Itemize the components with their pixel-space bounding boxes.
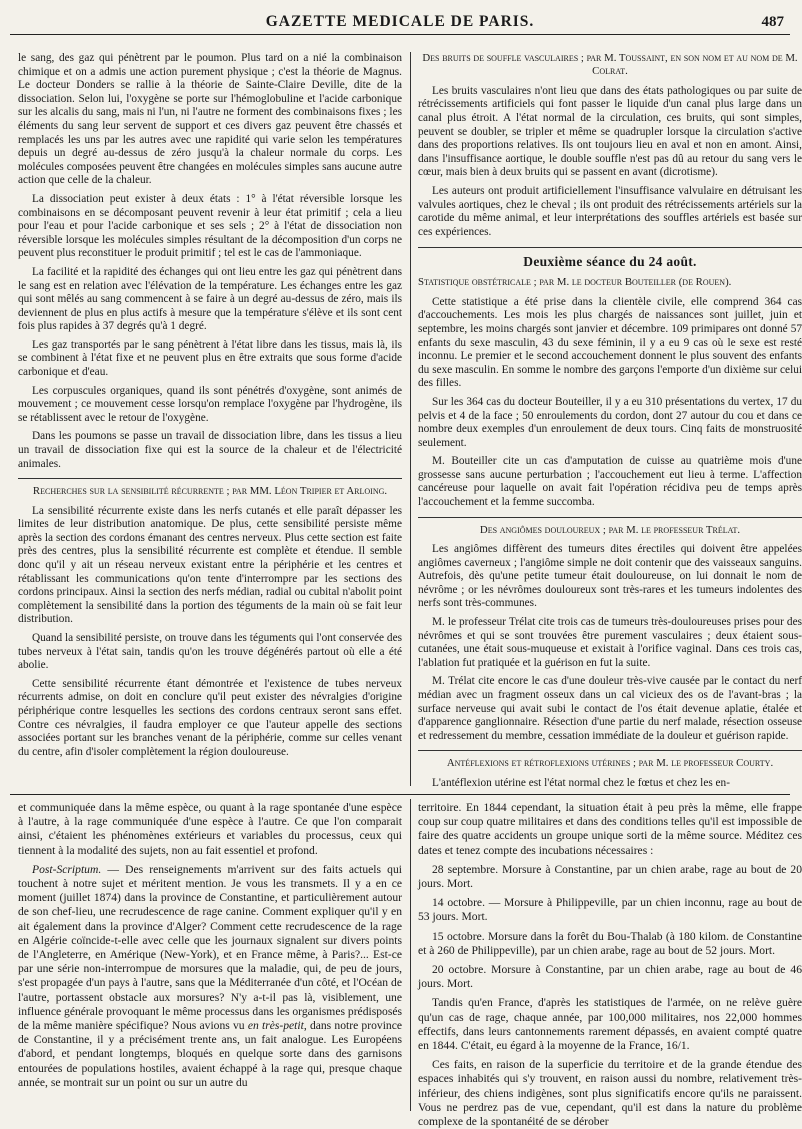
paragraph: territoire. En 1844 cependant, la situation était à peu près la même, elle frappe coup sur coup quatre militaires et dans des conditions telles qu'il est impossible de faire des quatre accidents un groupe unique sorti de la même source. Méditez ces dates et tenez compte des incubations nécessaires : [418, 801, 802, 857]
paragraph: L'antéflexion utérine est l'état normal chez le fœtus et chez les en- [432, 776, 730, 789]
lower-right-column [418, 801, 802, 1129]
journal-title: GAZETTE MEDICALE DE PARIS. [265, 13, 535, 30]
paragraph: Dans les poumons se passe un travail de dissociation libre, dans les tissus a lieu un travail de dissociation fixe qui est la source de la chaleur et de l'électricité animales. [18, 430, 402, 470]
upper-section [10, 44, 802, 789]
upper-left-column [18, 52, 402, 786]
paragraph: Tandis qu'en France, d'après les statistiques de l'armée, on ne relève guère qu'un cas de rage, chaque année, par 100,000 militaires, nos 22,000 hommes effectifs, dans leurs cantonnements rarement dépassés, en avaient compté quatre en 1844. C'était, eu égard à la moyenne de la France, 16/1. [418, 996, 802, 1053]
paragraph: Cette statistique a été prise dans la clientèle civile, elle comprend 364 cas d'accouchements. Les mois les plus chargés de naissances sont juillet, juin et septembre, les moins chargés sont janvier et décembre. 109 primipares ont donné 57 enfants du sexe masculin, 43 du sexe féminin, il y a eu 9 cas où le sexe est resté inconnu. Le premier et le second accouchement donnent le plus souvent des enfants du sexe masculin. En somme le nombre des garçons l'emporte d'un dixième sur celui des filles. [418, 295, 802, 390]
column-divider [410, 799, 411, 1111]
section-heading-statistique: Statistique obstétricale ; par M. le docteur Bouteiller (de Rouen). [418, 276, 732, 289]
paragraph: La sensibilité récurrente existe dans les nerfs cutanés et elle paraît dépasser les limites de leur distribution anatomique. De plus, cette sensibilité persiste même après la section des cordons émanant des centres nerveux. Plus cette section est faite près des centres, plus la sensibilité récurrente est complète et étendue. Il semble donc qu'il y ait un réseau nerveux existant entre la périphérie et les centres et rétablissant les communications qu'on tente d'interrompre par les sections des cordons principaux. Ainsi la section des nerfs médian, radial ou cubital n'abolit point complètement la sensibilité dans la portion des téguments de la main où se fait leur distribution. [18, 504, 402, 626]
section-heading-souffle: Des bruits de souffle vasculaires ; par M. Toussaint, en son nom et au nom de M. Colrat. [422, 52, 798, 78]
postscriptum-emphasis: en très-petit [247, 1019, 304, 1033]
case-entry: 20 octobre. Morsure à Constantine, par un chien arabe, rage au bout de 46 jours. Mort. [418, 963, 802, 991]
page-header [10, 10, 790, 35]
section-heading-anteflexions: Antéflexions et rétroflexions utérines ; par M. le professeur Courty. [418, 750, 802, 770]
paragraph: Ces faits, en raison de la superficie du territoire et de la grande étendue des espaces inhabités qui s'y trouvent, en raison aussi du nombre, relativement très-inférieur, des chiens indigènes, sont plus significatifs encore qu'ils ne paraissent. Vous ne perdrez pas de vue, cependant, qu'il est dans la nature du problème complexe de la spontanéité de se dérober [418, 1058, 802, 1129]
postscriptum-paragraph [18, 863, 402, 1090]
postscriptum-text-continued: , dans notre province de Constantine, il y a précisément trente ans, un fait analogue. Les Européens d'abord, et pendant longtemps, bloqués en quelque sorte dans des garnisons entourées de populations hostiles, avaient échappé à la rage qui, presque chaque année, se montrait sur un point ou sur un autre du [18, 1019, 402, 1089]
paragraph: Les gaz transportés par le sang pénètrent à l'état libre dans les tissus, mais là, ils se combinent à l'état fixe et ne peuvent plus en être extraits que sous forme d'acide carbonique et d'eau. [18, 338, 402, 379]
paragraph: M. Trélat cite encore le cas d'une douleur très-vive causée par le contact du nerf médian avec un fragment osseux dans un cal vicieux des os de l'avant-bras ; la surface nerveuse qui avait subi le contact de l'os était devenue aplatie, étalée et d'apparence ganglionnaire. Résection d'une partie du nerf malade, résection osseuse et redressement du membre, cessation immédiate de la douleur et guérison rapide. [418, 675, 802, 742]
case-entry: 14 octobre. — Morsure à Philippeville, par un chien inconnu, rage au bout de 53 jours. Mort. [418, 896, 802, 924]
paragraph: La facilité et la rapidité des échanges qui ont lieu entre les gaz qui pénètrent dans le sang est en relation avec l'élévation de la température. Les échanges entre les gaz qui sont mêlés au sang commencent à se faire à un degré au-dessus de zéro, mais ils deviennent de plus en plus actifs à mesure que la température s'élève et ils sont cent fois plus rapides à 37 degrés qu'à 1 degré. [18, 265, 402, 333]
section-heading-angiomes: Des angiômes douloureux ; par M. le professeur Trélat. [418, 517, 802, 537]
case-entry: 28 septembre. Morsure à Constantine, par un chien arabe, rage au bout de 20 jours. Mort. [418, 862, 802, 891]
paragraph: Les auteurs ont produit artificiellement l'insuffisance valvulaire en détruisant les valvules aortiques, chez le cheval ; ils ont produit des rétrécissements artériels sur la carotide du même animal, et leur interprétations des souffles artériels est basée sur ces expériences. [418, 184, 802, 238]
postscriptum-label: Post-Scriptum. [32, 862, 102, 876]
paragraph: Cette sensibilité récurrente étant démontrée et l'existence de tubes nerveux récurrents admise, on doit en conclure qu'il peut exister des névralgies d'origine périphérique contre lesquelles les sections des cordons centraux seront sans effet. Contre ces névralgies, il faudra employer ce que l'auteur appelle des sections associées portant sur les branches venant de la périphérie, comme sur celles venant du centre, afin d'isoler complètement la région douloureuse. [18, 677, 402, 758]
paragraph: M. Bouteiller cite un cas d'amputation de cuisse au quatrième mois d'une grossesse sans aucune perturbation ; l'accouchement eut lieu à terme. L'affection cancéreuse pour laquelle on avait fait l'opération récidiva peu de temps après l'accouchement et la femme succomba. [418, 455, 802, 509]
lower-left-column [18, 801, 402, 1107]
paragraph: Les angiômes diffèrent des tumeurs dites érectiles qui doivent être appelées angiômes caverneux ; l'angiôme simple ne doit contenir que des vaisseaux sanguins. Autrefois, dès qu'une petite tumeur était douloureuse, on lui donnait le nom de névrôme ; or les névrômes douloureux sont très-rares et les tumeurs indolentes des nerfs sont très-communes. [418, 543, 802, 610]
column-divider [410, 52, 411, 786]
section-heading-sensibilite: Recherches sur la sensibilité récurrente ; par MM. Léon Tripier et Arloing. [18, 478, 402, 498]
paragraph: Quand la sensibilité persiste, on trouve dans les téguments qui l'ont conservée des tubes nerveux à l'état sain, tandis qu'on les trouve dégénérés partout où elle a été abolie. [18, 631, 402, 672]
paragraph: Les bruits vasculaires n'ont lieu que dans des états pathologiques ou par suite de rétrécissements artificiels qui font passer le liquide d'un canal plus large dans un canal plus étroit. A l'état normal de la circulation, ces bruits, qui sont simples, peuvent se doubler, se tripler et même se quadrupler lorsque la circulation s'active dans des proportions relatives. Ils ont toujours lieu en aval et non en amont. Ainsi, dans l'insuffisance aortique, le double souffle n'est pas dû au retour du sang vers le cœur, mais bien à deux bruits qui se passent en avant (dicrotisme). [418, 84, 802, 179]
lower-section [10, 794, 802, 1129]
seance-heading: Deuxième séance du 24 août. [418, 247, 802, 270]
page-number: 487 [761, 14, 784, 30]
paragraph: le sang, des gaz qui pénètrent par le poumon. Plus tard on a nié la combinaison chimique et on a admis une action purement physique ; c'est la théorie de Magnus. Le docteur Donders se rallie à la théorie de Sainte-Claire Deville, dite de la dissociation. Selon lui, l'oxygène se porte sur l'hémoglobuline et l'acide carbonique sur les alcalis du sang, mais ni l'un, ni l'autre ne forment des combinaisons fixes ; les éléments du sang leur servent de support et ces divers gaz peuvent être chassés et remplacés les uns par les autres avec une rapidité qui varie selon les températures depuis un degré au-dessus de zéro jusqu'à la chaleur normale du corps. Les molécules composées peuvent être changées en molécules simples sans aucune autre action que celle de la chaleur. [18, 52, 402, 187]
case-entry: 15 octobre. Morsure dans la forêt du Bou-Thalab (à 180 kilom. de Constantine et à 260 de Philippeville), par un chien arabe, rage au bout de 52 jours. Mort. [418, 929, 802, 957]
paragraph: et communiquée dans la même espèce, ou quant à la rage spontanée d'une espèce à l'autre, à la rage communiquée d'une espèce à l'autre. Ce que l'on comparait ainsi, c'étaient les phénomènes extérieurs et variables du processus, ceux qui tiennent à la modalité des sujets, non au fait essentiel et profond. [18, 801, 402, 857]
postscriptum-text: — Des renseignements m'arrivent sur des faits actuels qui touchent à notre sujet et méritent mention. Je vous les transmets. Il y a en ce moment (juillet 1874) dans la province de Constantine, et particulièrement autour de son chef-lieu, une recrudescence de rage canine. Comment expliquer qu'il y en ait également dans la province d'Alger? Comment cette recrudescence de la rage en Algérie coïncide-t-elle avec celle que les journaux signalent sur divers points de l'Angleterre, en Amérique (New-York), et en France même, à Paris?... Est-ce par une série non-interrompue de morsures que la maladie, qui, de peu de jours, s'est propagée d'un pays à l'autre, sans que la Méditerranée d'un côté, et l'Océan de l'autre, portassent obstacle aux morsures? N'y a-t-il pas là, visiblement, une influence générale provoquant le même processus dans les organismes prédisposés de la même manière spécifique? Nous avions vu [18, 862, 402, 1033]
paragraph: Les corpuscules organiques, quand ils sont pénétrés d'oxygène, sont animés de mouvement ; ce mouvement cesse lorsqu'on remplace l'oxygène par l'hydrogène, ils se rétablissent avec le retour de l'oxygène. [18, 384, 402, 424]
upper-right-column [418, 52, 802, 789]
paragraph: M. le professeur Trélat cite trois cas de tumeurs très-douloureuses prises pour des névrômes et qui se sont trouvées être purement vasculaires ; deux étaient sous-cutanées, une était sous-muqueuse et existait à l'orifice vaginal. Dans ces trois cas, l'ablation fut pratiquée et la guérison en fut la suite. [418, 616, 802, 669]
paragraph: La dissociation peut exister à deux états : 1° à l'état réversible lorsque les combinaisons en se décomposant peuvent revenir à leur état primitif ; cela a lieu pour l'eau et pour l'acide carbonique et ses sels ; 2° à l'état de dissociation non réversible lorsque les molécules simples résultant de la décomposition d'un corps ne peuvent plus reconstituer le produit primitif ; tel est le cas de l'ammoniaque. [18, 192, 402, 260]
paragraph: Sur les 364 cas du docteur Bouteiller, il y a eu 310 présentations du vertex, 17 du pelvis et 4 de la face ; 50 enroulements du cordon, dont 27 autour du cou et dans ce nombre deux exemples d'un enroulement de deux tours. Cinq faits de monstruosité seulement. [418, 395, 802, 449]
